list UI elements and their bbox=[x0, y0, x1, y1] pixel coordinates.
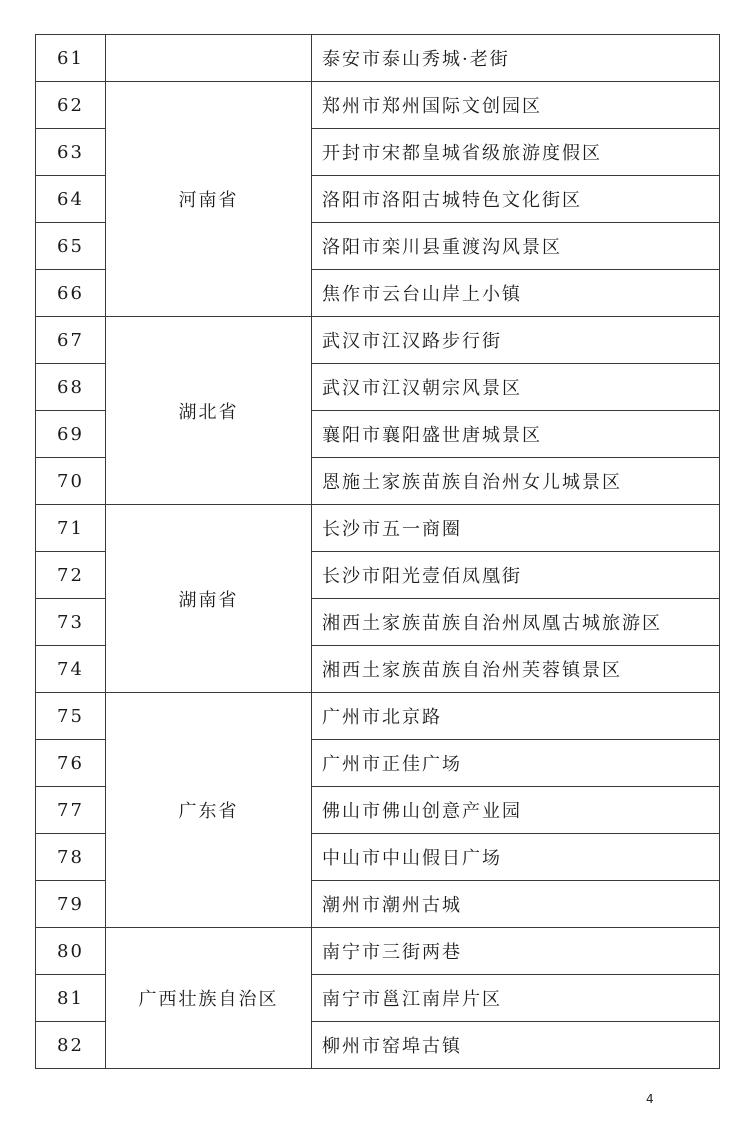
row-number: 67 bbox=[36, 317, 106, 364]
district-name: 泰安市泰山秀城·老街 bbox=[312, 35, 720, 82]
district-name: 开封市宋都皇城省级旅游度假区 bbox=[312, 129, 720, 176]
district-name: 恩施土家族苗族自治州女儿城景区 bbox=[312, 458, 720, 505]
district-name: 湘西土家族苗族自治州凤凰古城旅游区 bbox=[312, 599, 720, 646]
row-number: 62 bbox=[36, 82, 106, 129]
district-name: 柳州市窑埠古镇 bbox=[312, 1022, 720, 1069]
table-body bbox=[36, 35, 720, 1069]
table-row bbox=[36, 505, 720, 552]
table-row bbox=[36, 928, 720, 975]
row-number: 79 bbox=[36, 881, 106, 928]
table-row bbox=[36, 35, 720, 82]
page-number: 4 bbox=[646, 1092, 654, 1106]
row-number: 74 bbox=[36, 646, 106, 693]
row-number: 76 bbox=[36, 740, 106, 787]
province-cell: 广西壮族自治区 bbox=[106, 928, 312, 1069]
district-name: 洛阳市洛阳古城特色文化街区 bbox=[312, 176, 720, 223]
district-name: 湘西土家族苗族自治州芙蓉镇景区 bbox=[312, 646, 720, 693]
district-name: 武汉市江汉朝宗风景区 bbox=[312, 364, 720, 411]
row-number: 82 bbox=[36, 1022, 106, 1069]
district-name: 襄阳市襄阳盛世唐城景区 bbox=[312, 411, 720, 458]
row-number: 81 bbox=[36, 975, 106, 1022]
province-cell: 河南省 bbox=[106, 82, 312, 317]
row-number: 68 bbox=[36, 364, 106, 411]
table-row bbox=[36, 693, 720, 740]
province-cell: 湖北省 bbox=[106, 317, 312, 505]
row-number: 69 bbox=[36, 411, 106, 458]
row-number: 66 bbox=[36, 270, 106, 317]
row-number: 77 bbox=[36, 787, 106, 834]
district-name: 中山市中山假日广场 bbox=[312, 834, 720, 881]
district-name: 广州市正佳广场 bbox=[312, 740, 720, 787]
province-cell bbox=[106, 35, 312, 82]
row-number: 65 bbox=[36, 223, 106, 270]
district-name: 武汉市江汉路步行街 bbox=[312, 317, 720, 364]
province-cell: 湖南省 bbox=[106, 505, 312, 693]
row-number: 64 bbox=[36, 176, 106, 223]
row-number: 80 bbox=[36, 928, 106, 975]
district-name: 长沙市阳光壹佰凤凰街 bbox=[312, 552, 720, 599]
district-table bbox=[35, 34, 720, 1069]
table-row bbox=[36, 317, 720, 364]
row-number: 61 bbox=[36, 35, 106, 82]
district-name: 洛阳市栾川县重渡沟风景区 bbox=[312, 223, 720, 270]
district-name: 长沙市五一商圈 bbox=[312, 505, 720, 552]
district-name: 佛山市佛山创意产业园 bbox=[312, 787, 720, 834]
row-number: 73 bbox=[36, 599, 106, 646]
row-number: 78 bbox=[36, 834, 106, 881]
row-number: 71 bbox=[36, 505, 106, 552]
district-name: 南宁市邕江南岸片区 bbox=[312, 975, 720, 1022]
district-name: 郑州市郑州国际文创园区 bbox=[312, 82, 720, 129]
district-name: 潮州市潮州古城 bbox=[312, 881, 720, 928]
row-number: 70 bbox=[36, 458, 106, 505]
district-name: 南宁市三街两巷 bbox=[312, 928, 720, 975]
row-number: 63 bbox=[36, 129, 106, 176]
row-number: 75 bbox=[36, 693, 106, 740]
row-number: 72 bbox=[36, 552, 106, 599]
province-cell: 广东省 bbox=[106, 693, 312, 928]
table-row bbox=[36, 82, 720, 129]
district-name: 焦作市云台山岸上小镇 bbox=[312, 270, 720, 317]
district-name: 广州市北京路 bbox=[312, 693, 720, 740]
